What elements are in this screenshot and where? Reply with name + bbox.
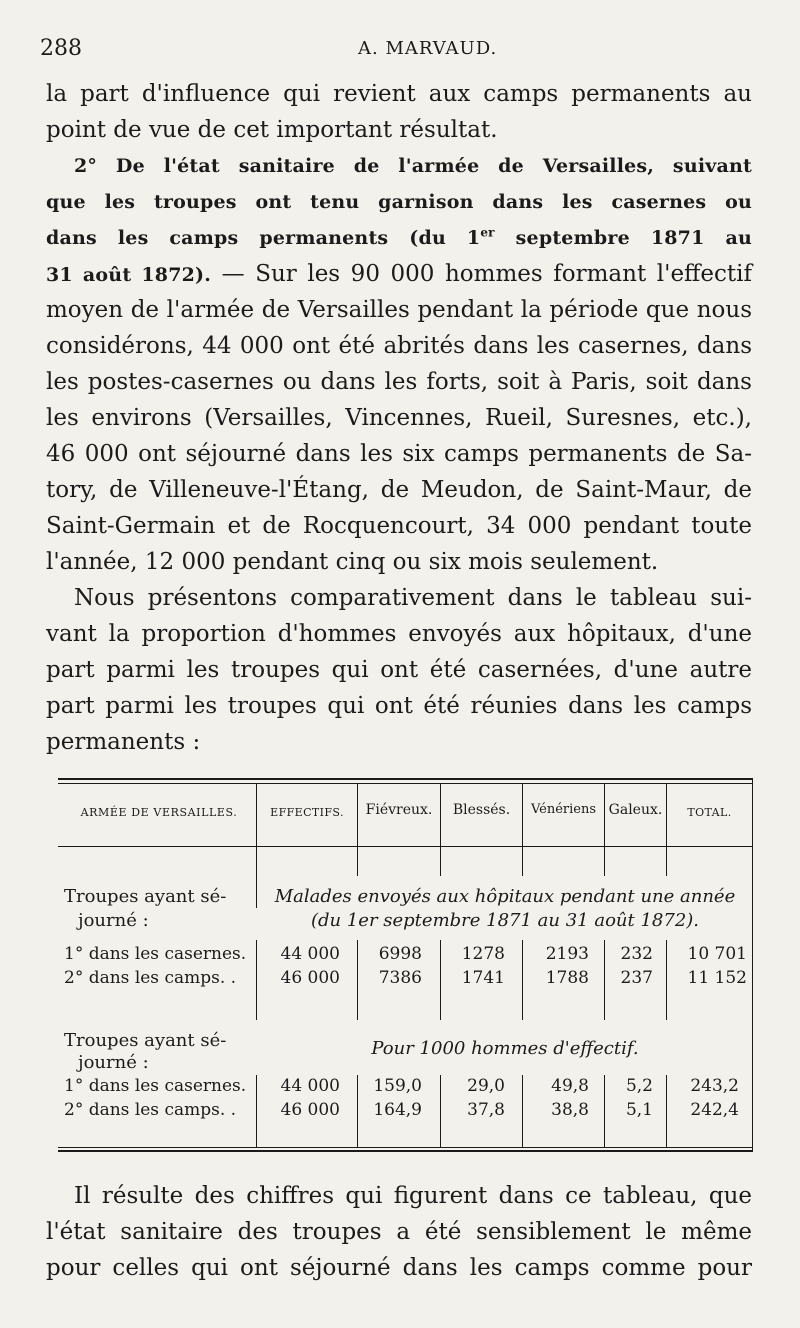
section-heading-line: [46, 220, 752, 256]
row-group-label: Troupes ayant sé-: [64, 886, 227, 907]
row-group-label: journé :: [78, 910, 149, 931]
table-caption: (du 1er septembre 1871 au 31 août 1872).: [310, 910, 700, 931]
table-header-cell: Vénériens: [530, 802, 597, 817]
table-cell: 5,2: [625, 1076, 653, 1096]
table-column-rule: [440, 846, 441, 876]
row-label: 1° dans les casernes.: [64, 1076, 247, 1096]
text-line: vant la proportion d'hommes envoyés aux hôpitaux, d'une: [46, 621, 752, 647]
text-line: la part d'influence qui revient aux camps permanents au: [46, 81, 752, 107]
table-cell: 37,8: [467, 1100, 505, 1120]
text-line: pour celles qui ont séjourné dans les camps comme pour: [46, 1255, 752, 1281]
text-line: l'année, 12 000 pendant cinq ou six mois seulement.: [46, 549, 659, 575]
table-cell: 46 000: [280, 1100, 340, 1120]
table-cell: 11 152: [687, 968, 747, 988]
table-header-cell: EFFECTIFS.: [270, 806, 344, 819]
table-cell: 5,1: [625, 1100, 653, 1120]
table-cell: 7386: [378, 968, 422, 988]
table-rule: [58, 1147, 752, 1148]
row-group-label: journé :: [78, 1052, 149, 1073]
table-caption: Malades envoyés aux hôpitaux pendant une année: [274, 886, 736, 907]
table-cell: 44 000: [280, 1076, 340, 1096]
text-line: 46 000 ont séjourné dans les six camps permanents de Sa-: [46, 441, 752, 467]
table-border: [752, 778, 753, 1152]
table-cell: 6998: [378, 944, 422, 964]
table-column-rule: [522, 846, 523, 876]
heading-text: dans les camps permanents (du 1: [46, 227, 481, 249]
text-line: Saint-Germain et de Rocquencourt, 34 000 pendant toute: [46, 513, 752, 539]
table-cell: 2193: [545, 944, 589, 964]
table-column-rule: [357, 846, 358, 876]
table-header-cell: Blessés.: [452, 802, 511, 818]
row-label: 2° dans les camps. .: [64, 968, 237, 988]
table-header-cell: TOTAL.: [687, 806, 732, 819]
text-line: part parmi les troupes qui ont été réunies dans les camps: [46, 693, 752, 719]
page-header: [40, 36, 760, 66]
table-cell: 46 000: [280, 968, 340, 988]
text-line: les postes-casernes ou dans les forts, soit à Paris, soit dans: [46, 369, 752, 395]
table-cell: 29,0: [467, 1076, 505, 1096]
table-cell: 1278: [461, 944, 505, 964]
table-cell: 38,8: [551, 1100, 589, 1120]
table-column-rule: [604, 846, 605, 876]
text-line: [46, 256, 752, 293]
section-heading-line: 2° De l'état sanitaire de l'armée de Versailles, suivant: [74, 155, 752, 177]
text-line: part parmi les troupes qui ont été casernées, d'une autre: [46, 657, 752, 683]
table-cell: 164,9: [373, 1100, 422, 1120]
table-cell: 237: [620, 968, 653, 988]
heading-text: 31 août 1872).: [46, 264, 212, 286]
table-header-cell: ARMÉE DE VERSAILLES.: [80, 806, 238, 819]
text-line: les environs (Versailles, Vincennes, Rueil, Suresnes, etc.),: [46, 405, 752, 431]
table-cell: 44 000: [280, 944, 340, 964]
text-line: point de vue de cet important résultat.: [46, 117, 498, 143]
table-header-cell: Galeux.: [608, 802, 663, 818]
table-column-rule: [666, 846, 667, 876]
text-line: moyen de l'armée de Versailles pendant la période que nous: [46, 297, 752, 323]
text-line: considérons, 44 000 ont été abrités dans les casernes, dans: [46, 333, 752, 359]
table-column-rule: [256, 846, 257, 908]
row-label: 2° dans les camps. .: [64, 1100, 237, 1120]
superscript: er: [480, 225, 495, 240]
table-column-rule: [256, 940, 257, 1020]
section-heading-line: que les troupes ont tenu garnison dans les casernes ou: [46, 191, 752, 213]
running-head: A. MARVAUD.: [358, 38, 498, 59]
row-group-label: Troupes ayant sé-: [64, 1030, 227, 1051]
table-cell: 159,0: [373, 1076, 422, 1096]
table-header-cell: Fiévreux.: [365, 802, 433, 818]
heading-text: septembre 1871 au: [494, 227, 752, 249]
text-line: l'état sanitaire des troupes a été sensiblement le même: [46, 1219, 752, 1245]
table-cell: 232: [620, 944, 653, 964]
row-label: 1° dans les casernes.: [64, 944, 247, 964]
table-cell: 1741: [461, 968, 505, 988]
page-number: 288: [40, 36, 82, 61]
text-line: Nous présentons comparativement dans le tableau sui-: [74, 585, 752, 611]
table-cell: 243,2: [690, 1076, 739, 1096]
table-cell: 10 701: [687, 944, 747, 964]
table-rule: [58, 783, 752, 784]
text-line: tory, de Villeneuve-l'Étang, de Meudon, de Saint-Maur, de: [46, 477, 752, 503]
table-column-rule: [256, 1075, 257, 1147]
table-cell: 242,4: [690, 1100, 739, 1120]
table-cell: 1788: [545, 968, 589, 988]
body-text: — Sur les 90 000 hommes formant l'effectif: [211, 261, 752, 287]
table-rule: [58, 778, 752, 780]
table-caption: Pour 1000 hommes d'effectif.: [371, 1038, 639, 1059]
text-line: permanents :: [46, 729, 201, 755]
table-column-rule: [256, 784, 257, 846]
table-rule: [58, 1150, 752, 1152]
text-line: Il résulte des chiffres qui figurent dans ce tableau, que: [74, 1183, 752, 1209]
table-cell: 49,8: [551, 1076, 589, 1096]
table-rule: [58, 846, 752, 847]
